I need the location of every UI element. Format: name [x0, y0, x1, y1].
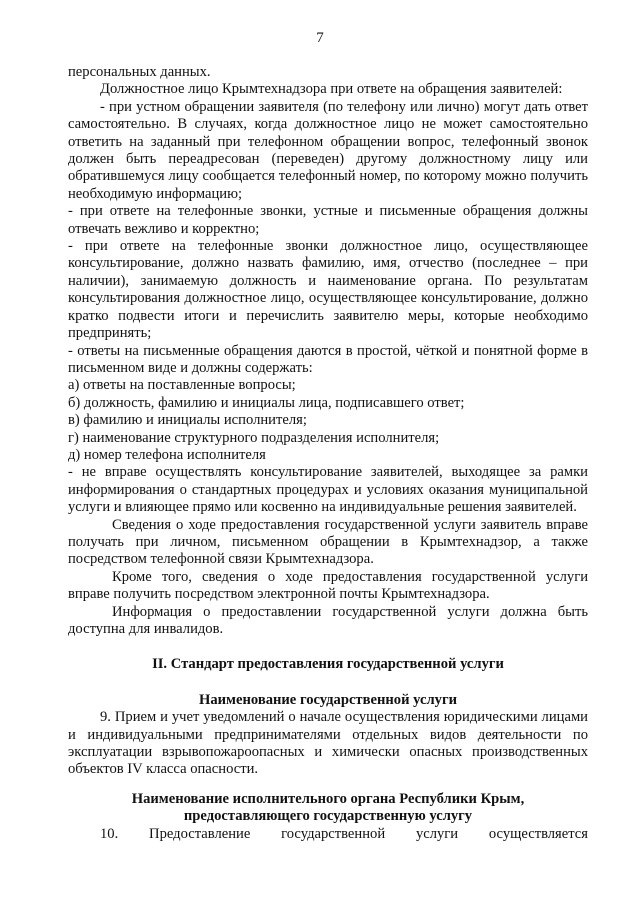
document-body	[68, 64, 588, 843]
subsection-title-line-2: предоставляющего государственную услугу	[183, 808, 473, 825]
word: государственной	[281, 825, 386, 842]
paragraph: Информация о предоставлении государственной услуги должна быть доступна для инвалидов.	[68, 603, 588, 637]
subsection-title-line-1: Наименование исполнительного органа Республики Крым,	[131, 790, 525, 807]
paragraph: - ответы на письменные обращения даются в простой, чёткой и понятной форме в письменном виде и должны содержать:	[68, 342, 588, 376]
list-item: а) ответы на поставленные вопросы;	[68, 377, 296, 394]
paragraph: Должностное лицо Крымтехнадзора при ответе на обращения заявителей:	[100, 81, 563, 98]
list-item: в) фамилию и инициалы исполнителя;	[68, 412, 307, 429]
word: осуществляется	[488, 825, 588, 842]
list-item: б) должность, фамилию и инициалы лица, подписавшего ответ;	[68, 394, 465, 411]
list-item: д) номер телефона исполнителя	[68, 446, 266, 463]
paragraph-item-9: 9. Прием и учет уведомлений о начале осуществления юридическими лицами и индивидуальными предпринимателями отдельных видов деятельности по эксплуатации взрывопожароопасных и химически опасных производственных объектов IV класса опасности.	[68, 709, 588, 778]
paragraph: - при устном обращении заявителя (по телефону или лично) могут дать ответ самостоятельно. В случаях, когда должностное лицо не может самостоятельно ответить на заданный при телефонном обращении вопрос, телефонный звонок должен быть переадресован (переведен) другому должностному лицу или обратившемуся лицу сообщается телефонный номер, по которому можно получить необходимую информацию;	[68, 98, 588, 202]
paragraph: Сведения о ходе предоставления государственной услуги заявитель вправе получать при личном, письменном обращении в Крымтехнадзор, а также посредством телефонной связи Крымтехнадзора.	[68, 516, 588, 568]
page-number: 7	[316, 30, 324, 46]
word: Предоставление	[149, 825, 251, 842]
paragraph: - не вправе осуществлять консультирование заявителей, выходящее за рамки информирования о стандартных процедурах и условиях оказания муниципальной услуги и влияющее прямо или косвенно на индивидуальные решения заявителей.	[68, 464, 588, 516]
paragraph: Кроме того, сведения о ходе предоставления государственной услуги вправе получить посредством электронной почты Крымтехнадзора.	[68, 568, 588, 603]
word: услуги	[415, 825, 459, 842]
paragraph-item-10	[68, 826, 588, 843]
word: 10.	[100, 825, 119, 842]
paragraph: - при ответе на телефонные звонки должностное лицо, осуществляющее консультирование, должно назвать фамилию, имя, отчество (последнее – при наличии), занимаемую должность и наименование органа. По результатам консультирования должностное лицо, осуществляющее консультирование, должно кратко подвести итоги и перечислить заявителю меры, которые необходимо предпринять;	[68, 238, 588, 342]
subsection-title: Наименование государственной услуги	[199, 691, 457, 708]
list-item: г) наименование структурного подразделения исполнителя;	[68, 429, 440, 446]
paragraph: - при ответе на телефонные звонки, устные и письменные обращения должны отвечать вежливо и корректно;	[68, 203, 588, 237]
section-title: II. Стандарт предоставления государственной услуги	[152, 656, 504, 673]
paragraph: персональных данных.	[68, 64, 211, 80]
